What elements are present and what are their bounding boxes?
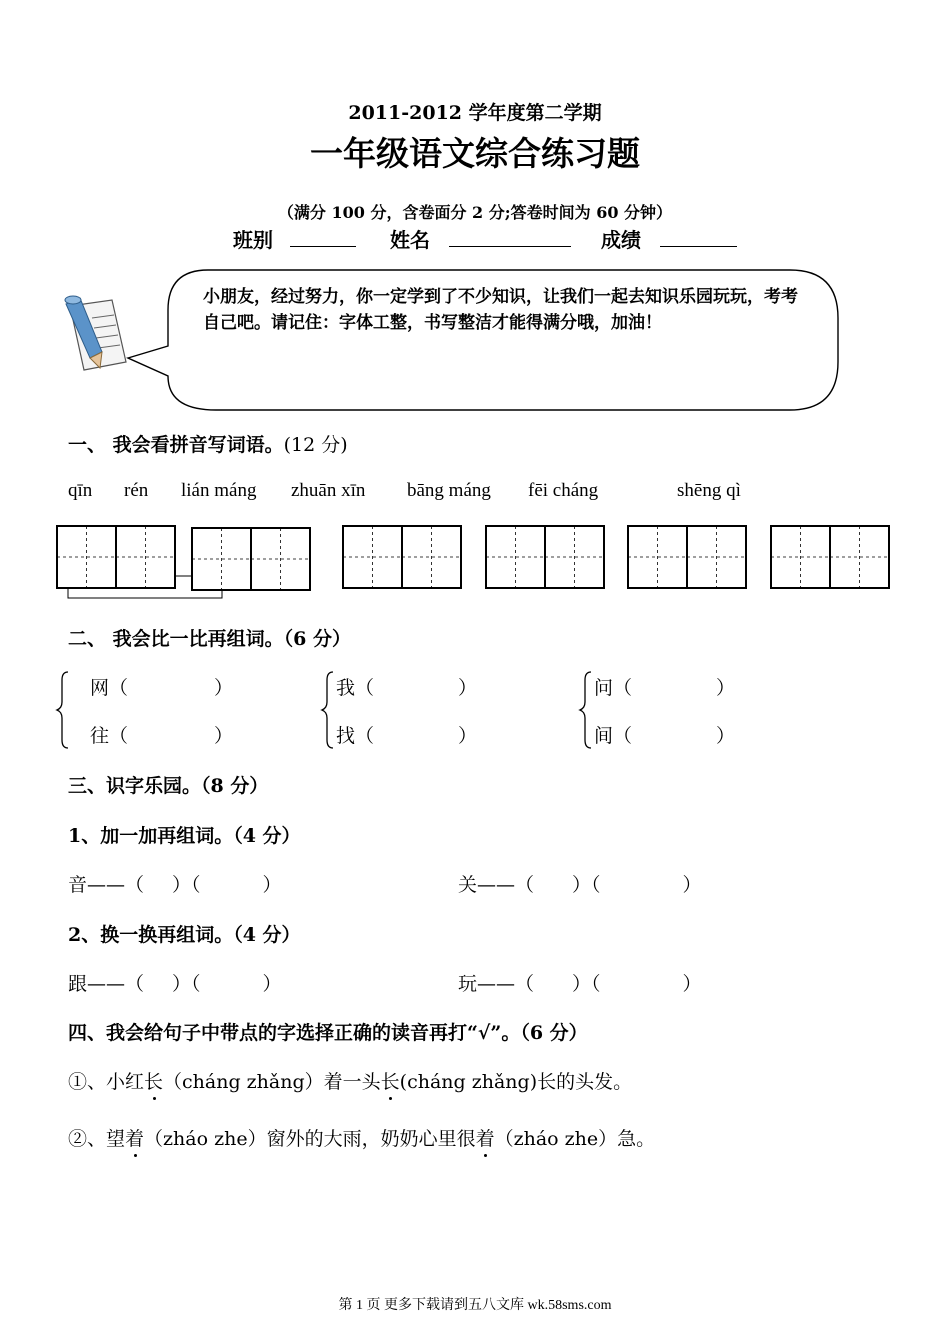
s1-part-c: (cháng zhǎng)长的头发。 <box>399 1071 633 1093</box>
dotted-char: 长 <box>380 1071 400 1093</box>
q4-sentence-1 <box>68 1067 632 1094</box>
q3-sub2: 2、换一换再组词。（4 分） <box>68 924 301 946</box>
q2-item-1a: 网（ <box>90 677 129 699</box>
q2-close: ） <box>458 725 478 747</box>
dotted-char: 长 <box>144 1071 164 1093</box>
q3-row1-right <box>458 870 702 897</box>
q3-end: ） <box>682 973 702 995</box>
q1-points: (12 分) <box>283 434 348 456</box>
q3-char: 玩——（ <box>458 973 535 995</box>
pinyin-2: rén <box>124 480 149 501</box>
q2-item-3a: 问（ <box>594 677 633 699</box>
q2-close: ） <box>458 677 478 699</box>
q2-close: ） <box>214 677 234 699</box>
q1-title: 一、 我会看拼音写词语。 <box>68 434 284 456</box>
pinyin-6: fēi cháng <box>528 480 599 501</box>
q3-mid: ）（ <box>572 973 601 995</box>
pinyin-1: qīn <box>68 480 93 501</box>
q4-sentence-2 <box>68 1124 655 1151</box>
pinyin-4: zhuān xīn <box>291 480 366 501</box>
q2-item-3b: 间（ <box>594 725 633 747</box>
q3-row2-left <box>68 969 282 996</box>
pinyin-5: bāng máng <box>407 480 491 501</box>
q3-end: ） <box>262 973 282 995</box>
class-label: 班别 <box>233 228 273 252</box>
name-label: 姓名 <box>390 228 430 252</box>
q3-sub1: 1、加一加再组词。（4 分） <box>68 825 301 847</box>
page-footer: 第 1 页 更多下载请到五八文库 wk.58sms.com <box>338 1298 612 1313</box>
page-title: 一年级语文综合练习题 <box>310 134 640 173</box>
bubble-text: 小朋友，经过努力，你一定学到了不少知识，让我们一起去知识乐园玩玩，考考自己吧。请记住：字体工整，书写整洁才能得满分哦，加油！ <box>203 287 798 333</box>
brace-3 <box>580 672 591 748</box>
q3-char: 关——（ <box>458 874 535 896</box>
q2-item-2a: 我（ <box>336 677 375 699</box>
q3-heading: 三、识字乐园。（8 分） <box>68 775 269 797</box>
q3-char: 跟——（ <box>68 973 145 995</box>
school-year: 2011-2012 学年度第二学期 <box>348 102 602 124</box>
brace-2 <box>322 672 333 748</box>
score-note: （满分 100 分，含卷面分 2 分;答卷时间为 60 分钟） <box>277 203 673 222</box>
dotted-char: 着 <box>125 1128 145 1150</box>
dotted-char: 着 <box>475 1128 495 1150</box>
q3-char: 音——（ <box>68 874 145 896</box>
score-label: 成绩 <box>601 228 641 252</box>
pinyin-3: lián máng <box>181 480 257 501</box>
q2-item-1b: 往（ <box>90 725 129 747</box>
q2-close: ） <box>716 725 736 747</box>
brace-1 <box>57 672 68 748</box>
q3-mid: ）（ <box>572 874 601 896</box>
q3-row2-right <box>458 969 702 996</box>
pinyin-7: shēng qì <box>677 480 741 501</box>
q2-item-2b: 找（ <box>336 725 375 747</box>
q3-mid: ）（ <box>172 874 201 896</box>
q4-heading: 四、我会给句子中带点的字选择正确的读音再打“√”。（6 分） <box>68 1022 588 1044</box>
q2-close: ） <box>214 725 234 747</box>
q3-row1-left <box>68 870 282 897</box>
s2-part-c: （zháo zhe）急。 <box>494 1128 656 1150</box>
s2-part-a: ②、望 <box>68 1128 126 1150</box>
s2-part-b: （zháo zhe）窗外的大雨，奶奶心里很 <box>144 1128 476 1150</box>
q3-end: ） <box>682 874 702 896</box>
q3-mid: ）（ <box>172 973 201 995</box>
q2-heading: 二、 我会比一比再组词。（6 分） <box>68 628 351 650</box>
q3-end: ） <box>262 874 282 896</box>
s1-part-a: ①、小红 <box>68 1071 145 1093</box>
q2-close: ） <box>716 677 736 699</box>
s1-part-b: （cháng zhǎng）着一头 <box>163 1071 381 1093</box>
